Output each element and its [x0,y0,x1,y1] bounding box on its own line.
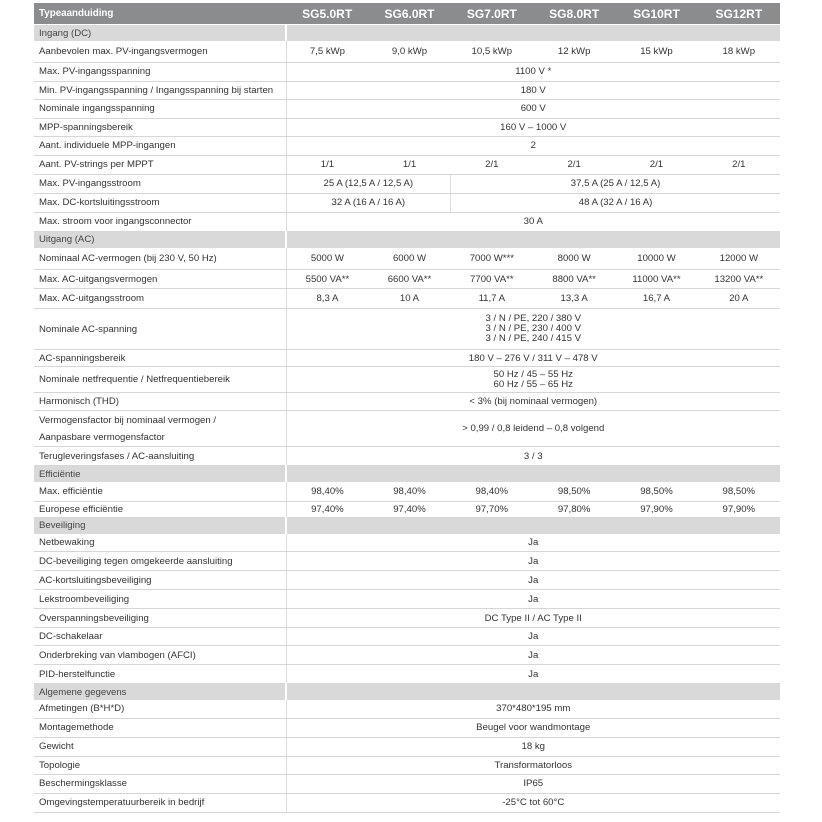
spec-value: 11000 VA** [615,270,697,289]
spec-row [34,552,780,571]
spec-value: Ja [286,628,780,646]
spec-row [34,289,780,309]
spec-value: DC Type II / AC Type II [286,609,780,628]
spec-row [34,590,780,609]
spec-label: Max. AC-uitgangsstroom [34,289,286,309]
spec-value: 2/1 [615,155,697,174]
spec-label: DC-beveiliging tegen omgekeerde aansluiting [34,552,286,571]
spec-label [34,411,286,447]
spec-table-container [34,3,780,813]
section-header-fill [286,466,780,483]
spec-row [34,718,780,737]
spec-row [34,534,780,552]
spec-label: Aanbevolen max. PV-ingangsvermogen [34,41,286,62]
spec-value: 10 A [368,289,450,309]
spec-label: Max. stroom voor ingangsconnector [34,212,286,231]
spec-value: 32 A (16 A / 16 A) [286,193,451,212]
spec-value: 2/1 [698,155,780,174]
spec-label: Aant. PV-strings per MPPT [34,155,286,174]
section-title: Efficiëntie [34,466,286,483]
section-header-row [34,517,780,534]
spec-row [34,350,780,367]
header-model: SG7.0RT [451,3,533,25]
spec-row [34,609,780,628]
section-header-row [34,25,780,42]
spec-label: PID-herstelfunctie [34,665,286,684]
spec-label: Max. PV-ingangsstroom [34,174,286,193]
spec-row [34,628,780,646]
spec-row [34,118,780,136]
spec-value: 12000 W [698,248,780,270]
spec-value: 600 V [286,99,780,118]
spec-value: 25 A (12,5 A / 12,5 A) [286,174,451,193]
header-model: SG5.0RT [286,3,368,25]
section-header-fill [286,25,780,42]
spec-value: 1100 V * [286,62,780,81]
spec-value: 98,50% [533,482,615,501]
section-header-fill [286,684,780,701]
spec-value-line: 60 Hz / 55 – 65 Hz [493,378,573,390]
spec-value: 18 kg [286,737,780,756]
spec-value: Ja [286,646,780,665]
spec-label: Aant. individuele MPP-ingangen [34,136,286,155]
spec-value-line: 50 Hz / 45 – 55 Hz [493,368,573,380]
header-row [34,3,780,25]
spec-label: AC-spanningsbereik [34,350,286,367]
spec-label: Max. PV-ingangsspanning [34,62,286,81]
header-type-label: Typeaanduiding [34,3,286,25]
spec-value: 6000 W [368,248,450,270]
spec-label-line: Vermogensfactor bij nominaal vermogen / [39,414,217,426]
spec-row [34,155,780,174]
spec-value: 48 A (32 A / 16 A) [451,193,780,212]
spec-value: Beugel voor wandmontage [286,718,780,737]
spec-value: 16,7 A [615,289,697,309]
spec-value: 98,50% [615,482,697,501]
spec-value: Ja [286,571,780,590]
spec-row [34,646,780,665]
section-title: Beveiliging [34,517,286,534]
spec-label: Europese efficiëntie [34,501,286,517]
spec-label: Onderbreking van vlambogen (AFCI) [34,646,286,665]
spec-label: Max. DC-kortsluitingsstroom [34,193,286,212]
section-title: Uitgang (AC) [34,231,286,248]
spec-value-line: 3 / N / PE, 220 / 380 V [485,313,581,324]
spec-row [34,212,780,231]
header-model: SG6.0RT [368,3,450,25]
spec-row [34,447,780,466]
spec-value: 9,0 kWp [368,41,450,62]
spec-value: 11,7 A [451,289,533,309]
spec-value: Ja [286,665,780,684]
spec-value: 97,70% [451,501,533,517]
spec-body [34,25,780,813]
spec-row [34,174,780,193]
spec-row [34,482,780,501]
spec-value: 15 kWp [615,41,697,62]
spec-value: 6600 VA** [368,270,450,289]
spec-value: 37,5 A (25 A / 12,5 A) [451,174,780,193]
spec-row [34,737,780,756]
spec-value: 370*480*195 mm [286,700,780,718]
spec-table [34,3,780,813]
spec-row [34,136,780,155]
spec-value: < 3% (bij nominaal vermogen) [286,393,780,411]
spec-value: 8000 W [533,248,615,270]
spec-row [34,270,780,289]
spec-value: 2/1 [451,155,533,174]
spec-label: Max. AC-uitgangsvermogen [34,270,286,289]
spec-label: Montagemethode [34,718,286,737]
spec-row [34,756,780,774]
spec-value: 98,40% [286,482,368,501]
spec-value: 20 A [698,289,780,309]
spec-row [34,665,780,684]
spec-value: -25°C tot 60°C [286,793,780,812]
spec-value: 13200 VA** [698,270,780,289]
spec-value: 8800 VA** [533,270,615,289]
spec-row [34,501,780,517]
spec-label: MPP-spanningsbereik [34,118,286,136]
spec-value: 97,90% [615,501,697,517]
spec-value: 180 V [286,81,780,99]
spec-value: 1/1 [368,155,450,174]
spec-value: 18 kWp [698,41,780,62]
spec-value: 97,40% [286,501,368,517]
section-title: Ingang (DC) [34,25,286,42]
spec-value: 180 V – 276 V / 311 V – 478 V [286,350,780,367]
spec-value: 97,90% [698,501,780,517]
spec-value-line: 3 / N / PE, 230 / 400 V [485,323,581,334]
spec-label: Nominaal AC-vermogen (bij 230 V, 50 Hz) [34,248,286,270]
spec-label: Max. efficiëntie [34,482,286,501]
spec-value [286,367,780,393]
spec-label: Nominale ingangsspanning [34,99,286,118]
spec-value: 98,40% [368,482,450,501]
spec-row [34,393,780,411]
header-model: SG12RT [698,3,780,25]
spec-value: > 0,99 / 0,8 leidend – 0,8 volgend [286,411,780,447]
spec-row [34,793,780,812]
spec-value: 97,40% [368,501,450,517]
spec-label: Harmonisch (THD) [34,393,286,411]
spec-row [34,62,780,81]
spec-value: 7,5 kWp [286,41,368,62]
spec-label: Nominale netfrequentie / Netfrequentiebereik [34,367,286,393]
spec-label: Lekstroombeveiliging [34,590,286,609]
spec-value: Ja [286,552,780,571]
spec-value: 30 A [286,212,780,231]
spec-label: Terugleveringsfases / AC-aansluiting [34,447,286,466]
spec-label: Omgevingstemperatuurbereik in bedrijf [34,793,286,812]
spec-label: Nominale AC-spanning [34,309,286,350]
spec-label: Topologie [34,756,286,774]
spec-value: 3 / 3 [286,447,780,466]
spec-value: 160 V – 1000 V [286,118,780,136]
spec-value: 97,80% [533,501,615,517]
spec-row [34,99,780,118]
spec-value: Transformatorloos [286,756,780,774]
spec-label: Gewicht [34,737,286,756]
spec-label: DC-schakelaar [34,628,286,646]
section-header-fill [286,231,780,248]
spec-row [34,193,780,212]
spec-value: 13,3 A [533,289,615,309]
spec-row [34,700,780,718]
spec-row [34,571,780,590]
spec-value: 12 kWp [533,41,615,62]
header-model: SG10RT [615,3,697,25]
spec-value: 10000 W [615,248,697,270]
spec-value: 7000 W*** [451,248,533,270]
section-header-row [34,466,780,483]
spec-value: 1/1 [286,155,368,174]
spec-row [34,309,780,350]
spec-row [34,41,780,62]
spec-value: 7700 VA** [451,270,533,289]
spec-label: Min. PV-ingangsspanning / Ingangsspanning bij starten [34,81,286,99]
spec-label: Afmetingen (B*H*D) [34,700,286,718]
spec-value: Ja [286,590,780,609]
spec-value: IP65 [286,774,780,793]
spec-label: Overspanningsbeveiliging [34,609,286,628]
spec-label-line: Aanpasbare vermogensfactor [39,431,165,443]
spec-value: 2/1 [533,155,615,174]
spec-value: 10,5 kWp [451,41,533,62]
section-header-fill [286,517,780,534]
spec-value: 2 [286,136,780,155]
spec-row [34,81,780,99]
spec-value: 98,50% [698,482,780,501]
section-title: Algemene gegevens [34,684,286,701]
spec-value: Ja [286,534,780,552]
spec-row [34,367,780,393]
spec-label: AC-kortsluitingsbeveiliging [34,571,286,590]
spec-value-line: 3 / N / PE, 240 / 415 V [485,333,581,344]
spec-row [34,248,780,270]
spec-row [34,411,780,447]
section-header-row [34,684,780,701]
spec-value: 5000 W [286,248,368,270]
header-model: SG8.0RT [533,3,615,25]
spec-value: 98,40% [451,482,533,501]
section-header-row [34,231,780,248]
spec-value: 5500 VA** [286,270,368,289]
spec-label: Netbewaking [34,534,286,552]
spec-value [286,309,780,350]
spec-row [34,774,780,793]
spec-value: 8,3 A [286,289,368,309]
spec-label: Beschermingsklasse [34,774,286,793]
